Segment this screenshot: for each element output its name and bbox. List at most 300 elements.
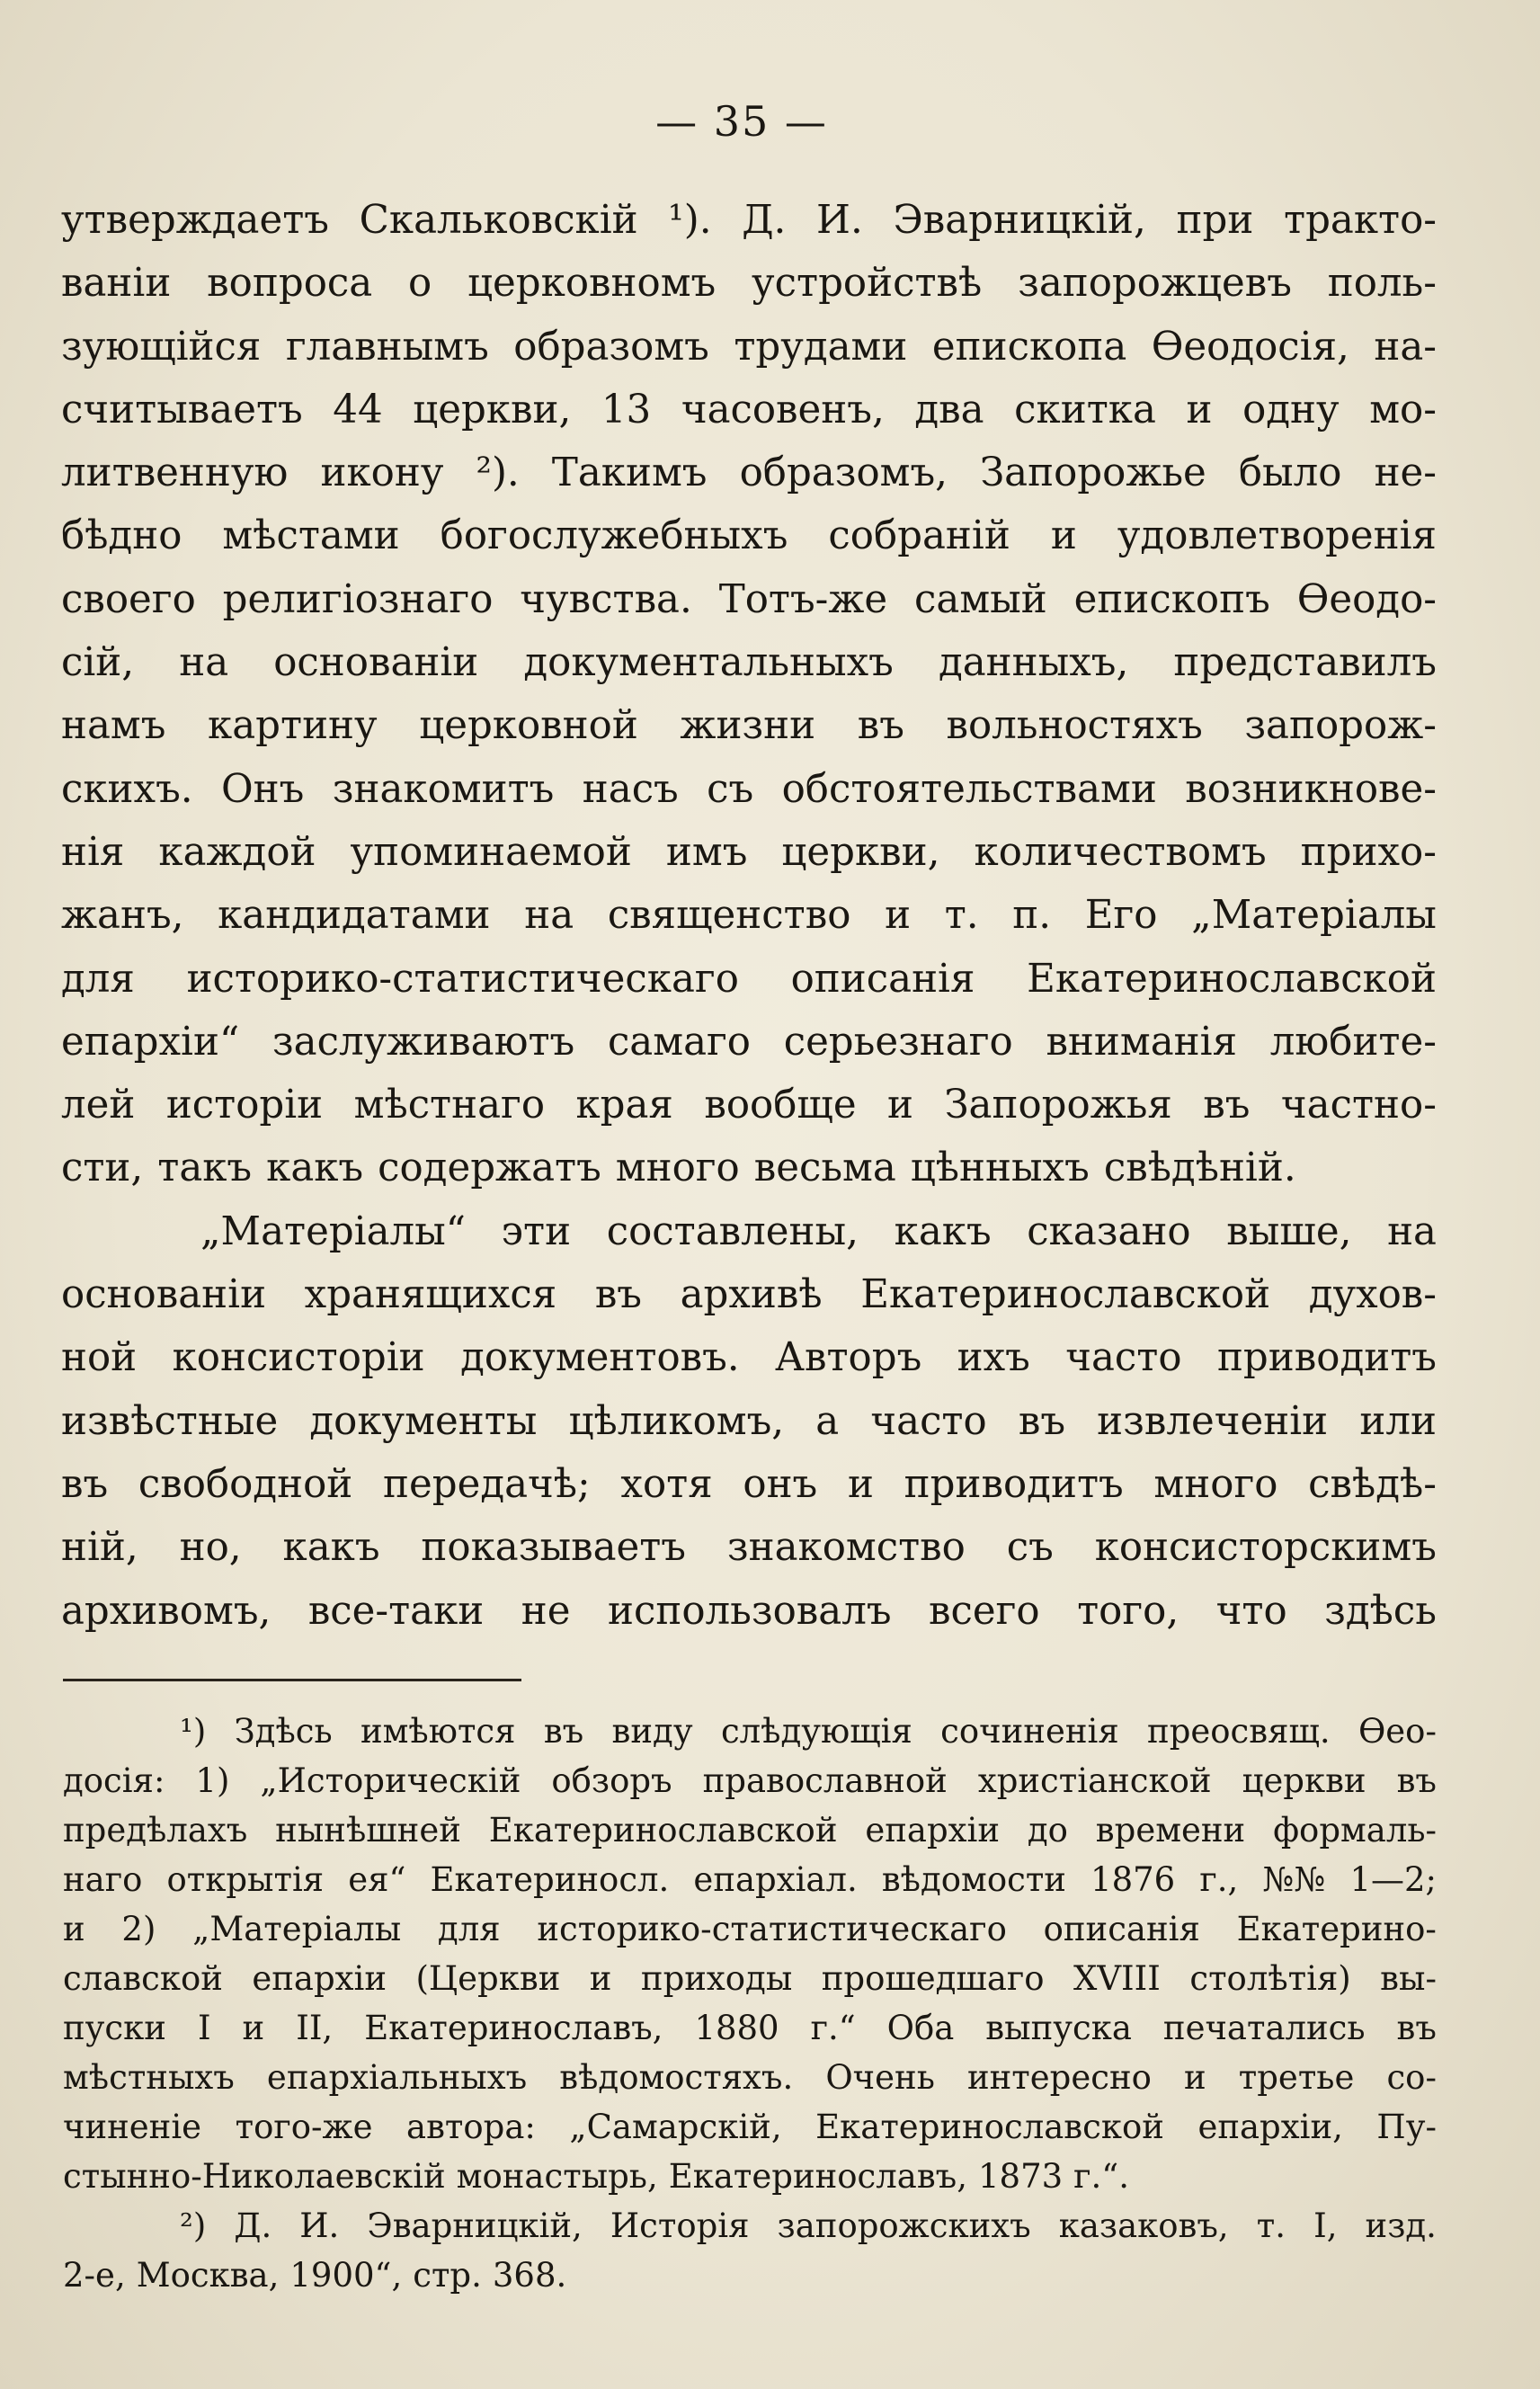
word: для <box>61 956 135 1002</box>
word: края <box>575 1083 673 1128</box>
word: было <box>1238 450 1342 496</box>
footnote-line <box>63 2003 1437 2053</box>
word: №№ <box>1262 1860 1326 1899</box>
word: любите- <box>1269 1019 1437 1065</box>
word: извѣстные <box>61 1398 279 1444</box>
word: Ѳео- <box>1358 1712 1437 1751</box>
word: 368. <box>492 2256 567 2295</box>
text-line <box>61 316 1437 379</box>
word: т. <box>944 893 979 939</box>
word: наго <box>63 1860 143 1899</box>
word: цѣнныхъ <box>910 1145 1090 1191</box>
word: г.“. <box>1073 2157 1129 2196</box>
word: трудами <box>734 324 908 370</box>
word: приводитъ <box>904 1461 1124 1507</box>
word: Эварницкій, <box>893 198 1146 243</box>
word: количествомъ <box>974 829 1267 875</box>
word: исторіи <box>165 1083 324 1128</box>
word: „Матеріалы <box>1191 893 1437 939</box>
word: что <box>1215 1588 1287 1634</box>
word: а <box>815 1398 840 1444</box>
text-line <box>61 504 1437 567</box>
word: свѣдѣ- <box>1308 1461 1437 1507</box>
word: на <box>179 640 229 686</box>
word: архивомъ, <box>61 1588 272 1634</box>
text-line <box>61 1580 1437 1643</box>
word: Екатеринославъ, <box>668 2157 967 2196</box>
word: въ <box>61 1461 109 1507</box>
word: и <box>1186 387 1213 432</box>
footnote-line <box>63 2201 1437 2251</box>
word: Запорожья <box>944 1083 1172 1128</box>
word: автора: <box>406 2108 536 2146</box>
word: сти, <box>61 1145 144 1191</box>
word: ²). <box>476 450 520 496</box>
word: въ <box>1396 2009 1437 2047</box>
word: виду <box>611 1712 693 1751</box>
word: мѣстнаго <box>353 1083 546 1128</box>
text-line <box>61 631 1437 694</box>
word: 44 <box>333 387 383 432</box>
word: онъ <box>743 1461 818 1507</box>
word: Здѣсь <box>234 1712 333 1751</box>
footnote-line <box>63 1756 1437 1805</box>
word: И. <box>299 2206 340 2245</box>
word: описанія <box>790 956 975 1002</box>
word: собраній <box>828 513 1010 559</box>
word: одну <box>1242 387 1340 432</box>
word: 1) <box>195 1761 230 1800</box>
word: консисторіи <box>172 1335 425 1381</box>
word: часто <box>870 1398 987 1444</box>
word: I, <box>1313 2206 1338 2245</box>
word: Ѳеодо- <box>1296 576 1437 622</box>
footnote-line <box>63 2152 1437 2201</box>
word: запорожцевъ <box>1018 261 1292 307</box>
word: знакомитъ <box>332 766 555 812</box>
word: и <box>1184 2058 1206 2097</box>
word: на <box>1387 1208 1437 1254</box>
word: вы- <box>1380 1959 1437 1998</box>
word: приходы <box>640 1959 793 1998</box>
word: Исторія <box>610 2206 750 2245</box>
word: на <box>524 893 574 939</box>
word: и <box>885 893 912 939</box>
page-number: — 35 — <box>655 97 828 146</box>
word: тракто- <box>1284 198 1437 243</box>
word: I <box>197 2009 211 2047</box>
word: данныхъ, <box>938 640 1129 686</box>
word: печатались <box>1162 2009 1366 2047</box>
footnote-divider <box>63 1679 521 1681</box>
word: не <box>521 1588 571 1634</box>
word: какъ <box>282 1525 380 1571</box>
word: досія: <box>63 1761 165 1800</box>
word: епархіи, <box>1197 2108 1343 2146</box>
footnote-line <box>63 2251 1437 2300</box>
word: Эварницкій, <box>367 2206 583 2245</box>
word: вольностяхъ <box>946 703 1203 749</box>
word: самый <box>914 576 1047 622</box>
word: хотя <box>620 1461 713 1507</box>
word: Екатеринославской <box>815 2108 1164 2146</box>
word: епископа <box>931 324 1127 370</box>
word: того, <box>1077 1588 1179 1634</box>
word: частно- <box>1280 1083 1437 1128</box>
word: запорожскихъ <box>777 2206 1031 2245</box>
text-line <box>61 1326 1437 1389</box>
word: историко-статистическаго <box>186 956 739 1002</box>
word: со- <box>1386 2058 1437 2097</box>
word: и <box>63 1910 85 1948</box>
word: обстоятельствами <box>781 766 1157 812</box>
word: серьезнаго <box>783 1019 1013 1065</box>
word: ея“ <box>348 1860 406 1899</box>
word: выпуска <box>985 2009 1132 2047</box>
word: мо- <box>1369 387 1437 432</box>
word: 1880 <box>694 2009 779 2047</box>
word: часто <box>1065 1335 1182 1381</box>
word: Екатеринославской <box>1027 956 1437 1002</box>
word: часовенъ, <box>681 387 885 432</box>
word: представилъ <box>1173 640 1437 686</box>
word: въ <box>1396 1761 1437 1800</box>
word: о <box>408 261 432 307</box>
word: чиненіе <box>63 2108 202 2146</box>
word: XVIII <box>1073 1959 1161 1998</box>
word: церкви, <box>781 829 940 875</box>
word: того-же <box>235 2108 373 2146</box>
word: знакомство <box>726 1525 966 1571</box>
word: Авторъ <box>775 1335 922 1381</box>
word: Екатерино- <box>1236 1910 1437 1948</box>
word: зующійся <box>61 324 262 370</box>
word: ¹). <box>668 198 712 243</box>
word: и <box>1050 513 1077 559</box>
word: эти <box>501 1208 572 1254</box>
word: II, <box>296 2009 334 2047</box>
word: намъ <box>61 703 166 749</box>
word: удовлетворенія <box>1117 513 1437 559</box>
word: нія <box>61 829 125 875</box>
text-line <box>61 441 1437 504</box>
word: Екатериносл. <box>430 1860 670 1899</box>
word: для <box>437 1910 501 1948</box>
word: утверждаетъ <box>61 198 329 243</box>
word: вѣдомости <box>881 1860 1066 1899</box>
word: Такимъ <box>551 450 708 496</box>
word: хранящихся <box>304 1272 557 1318</box>
word: ной <box>61 1335 138 1381</box>
word: прошедшаго <box>821 1959 1045 1998</box>
word: передачѣ; <box>383 1461 591 1507</box>
word: консисторскимъ <box>1094 1525 1437 1571</box>
word: Екатеринославъ, <box>364 2009 663 2047</box>
word: на- <box>1374 324 1437 370</box>
word: 2-е, <box>63 2256 126 2295</box>
text-line <box>61 252 1437 315</box>
word: образомъ <box>513 324 709 370</box>
word: образомъ, <box>739 450 948 496</box>
word: вопроса <box>207 261 373 307</box>
text-line <box>61 758 1437 821</box>
word: г., <box>1199 1860 1239 1899</box>
word: церковной <box>419 703 638 749</box>
word: (Церкви <box>415 1959 561 1998</box>
text-line <box>61 1074 1437 1137</box>
word: считываетъ <box>61 387 303 432</box>
word: православной <box>702 1761 948 1800</box>
word: стынно-Николаевскій <box>63 2157 446 2196</box>
word: Екатеринославской <box>488 1811 838 1850</box>
word: приводитъ <box>1216 1335 1437 1381</box>
word: какъ <box>894 1208 992 1254</box>
text-line <box>61 948 1437 1011</box>
word: насъ <box>582 766 679 812</box>
footnote-line <box>63 1707 1437 1756</box>
word: слѣдующія <box>720 1712 912 1751</box>
word: г.“ <box>810 2009 856 2047</box>
word: основаніи <box>273 640 479 686</box>
word: не- <box>1374 450 1437 496</box>
word: заслуживаютъ <box>272 1019 575 1065</box>
word: ¹) <box>180 1712 207 1751</box>
word: церкви, <box>413 387 572 432</box>
main-text <box>61 189 1437 1643</box>
word: использовалъ <box>608 1588 892 1634</box>
word: ихъ <box>957 1335 1030 1381</box>
word: устройствѣ <box>752 261 983 307</box>
word: выше, <box>1226 1208 1352 1254</box>
word: третье <box>1238 2058 1355 2097</box>
word: своего <box>61 576 196 622</box>
word: церковномъ <box>467 261 717 307</box>
word: епархіальныхъ <box>266 2058 528 2097</box>
word: ваніи <box>61 261 172 307</box>
footnotes <box>63 1707 1437 2300</box>
text-line <box>61 821 1437 884</box>
word: ²) <box>180 2206 207 2245</box>
word: все-таки <box>307 1588 485 1634</box>
word: поль- <box>1327 261 1437 307</box>
word: лей <box>61 1083 136 1128</box>
word: содержатъ <box>378 1145 601 1191</box>
word: каждой <box>158 829 316 875</box>
word: архивѣ <box>680 1272 823 1318</box>
word: т. <box>1256 2206 1286 2245</box>
word: стр. <box>413 2256 482 2295</box>
word: религіознаго <box>222 576 494 622</box>
word: описанія <box>1043 1910 1200 1948</box>
word: Оба <box>886 2009 955 2047</box>
word: вниманія <box>1046 1019 1238 1065</box>
word: жанъ, <box>61 893 184 939</box>
word: сочиненія <box>940 1712 1119 1751</box>
word: главнымъ <box>285 324 489 370</box>
word: пуски <box>63 2009 166 2047</box>
word: Запорожье <box>980 450 1206 496</box>
word: изд. <box>1365 2206 1437 2245</box>
word: Екатеринославской <box>860 1272 1271 1318</box>
word: 1873 <box>977 2157 1064 2196</box>
word: Москва, <box>136 2256 280 2295</box>
word: духов- <box>1308 1272 1437 1318</box>
word: составлены, <box>606 1208 859 1254</box>
footnote-line <box>63 1855 1437 1904</box>
word: сій, <box>61 640 135 686</box>
word: Пу- <box>1376 2108 1437 2146</box>
text-line <box>61 1200 1437 1263</box>
word: литвенную <box>61 450 289 496</box>
text-line <box>61 379 1437 441</box>
word: до <box>1027 1811 1068 1850</box>
text-line <box>61 189 1437 252</box>
word: епархіал. <box>693 1860 858 1899</box>
text-line <box>61 1516 1437 1579</box>
word: много <box>615 1145 740 1191</box>
word: Тотъ-же <box>718 576 888 622</box>
word: предѣлахъ <box>63 1811 248 1850</box>
word: и <box>887 1083 914 1128</box>
word: въ <box>857 703 904 749</box>
word: цѣликомъ, <box>568 1398 785 1444</box>
word: извлеченіи <box>1097 1398 1329 1444</box>
word: съ <box>1006 1525 1054 1571</box>
word: мѣстами <box>222 513 400 559</box>
word: богослужебныхъ <box>440 513 788 559</box>
word: свѣдѣній. <box>1103 1145 1296 1191</box>
footnote-line <box>63 2053 1437 2102</box>
text-line <box>61 694 1437 757</box>
word: преосвящ. <box>1147 1712 1331 1751</box>
word: показываетъ <box>421 1525 686 1571</box>
word: Очень <box>825 2058 935 2097</box>
word: бѣдно <box>61 513 182 559</box>
word: Д. <box>234 2206 272 2245</box>
word: 1—2; <box>1349 1860 1437 1899</box>
word: открытія <box>166 1860 325 1899</box>
text-line <box>61 1011 1437 1074</box>
word: основаніи <box>61 1272 267 1318</box>
word: „Самарскій, <box>569 2108 782 2146</box>
word: п. <box>1012 893 1052 939</box>
word: въ <box>543 1712 584 1751</box>
word: два <box>914 387 984 432</box>
word: Его <box>1084 893 1158 939</box>
word: но, <box>179 1525 242 1571</box>
word: скитка <box>1014 387 1156 432</box>
word: И. <box>816 198 863 243</box>
word: при <box>1176 198 1254 243</box>
word: Онъ <box>221 766 305 812</box>
word: какъ <box>266 1145 364 1191</box>
word: вѣдомостяхъ. <box>559 2058 794 2097</box>
word: интересно <box>966 2058 1152 2097</box>
word: кандидатами <box>218 893 491 939</box>
word: икону <box>320 450 444 496</box>
word: историко-статистическаго <box>537 1910 1007 1948</box>
word: священство <box>607 893 851 939</box>
word: документовъ. <box>460 1335 740 1381</box>
text-line <box>61 1453 1437 1516</box>
word: документы <box>309 1398 538 1444</box>
text-line <box>61 884 1437 947</box>
word: всего <box>929 1588 1040 1634</box>
word: картину <box>208 703 378 749</box>
word: обзоръ <box>551 1761 672 1800</box>
footnote-line <box>63 1904 1437 1954</box>
word: нынѣшней <box>275 1811 461 1850</box>
word: епархіи <box>865 1811 1001 1850</box>
word: 1900“, <box>289 2256 403 2295</box>
word: 13 <box>601 387 652 432</box>
text-line <box>61 568 1437 631</box>
word: и <box>847 1461 874 1507</box>
word: прихо- <box>1300 829 1437 875</box>
word: или <box>1359 1398 1437 1444</box>
text-line <box>61 1390 1437 1453</box>
word: такъ <box>157 1145 253 1191</box>
word: въ <box>1203 1083 1251 1128</box>
word: запорож- <box>1244 703 1437 749</box>
text-line <box>61 1263 1437 1326</box>
word: 1876 <box>1090 1860 1176 1899</box>
word: и <box>589 1959 612 1998</box>
word: скихъ. <box>61 766 193 812</box>
word: „Матеріалы“ <box>200 1208 467 1254</box>
word: мѣстныхъ <box>63 2058 235 2097</box>
word: церкви <box>1242 1761 1366 1800</box>
word: весьма <box>753 1145 896 1191</box>
word: въ <box>1018 1398 1066 1444</box>
word: „Историческій <box>260 1761 521 1800</box>
word: епархіи“ <box>61 1019 240 1065</box>
word: возникнове- <box>1185 766 1437 812</box>
word: епархіи <box>252 1959 387 1998</box>
word: монастырь, <box>456 2157 658 2196</box>
word: христіанской <box>977 1761 1212 1800</box>
footnote-line <box>63 2102 1437 2152</box>
word: времени <box>1095 1811 1246 1850</box>
word: 2) <box>121 1910 156 1948</box>
word: Д. <box>742 198 787 243</box>
word: съ <box>707 766 754 812</box>
word: много <box>1153 1461 1278 1507</box>
word: самаго <box>607 1019 751 1065</box>
word: свободной <box>138 1461 353 1507</box>
word: казаковъ, <box>1058 2206 1229 2245</box>
word: имѣются <box>360 1712 516 1751</box>
word: епископъ <box>1073 576 1270 622</box>
word: „Матеріалы <box>192 1910 402 1948</box>
word: и <box>242 2009 265 2047</box>
word: упоминаемой <box>350 829 632 875</box>
word: чувства. <box>520 576 692 622</box>
word: столѣтія) <box>1189 1959 1351 1998</box>
word: вообще <box>704 1083 857 1128</box>
word: сказано <box>1027 1208 1191 1254</box>
word: ній, <box>61 1525 138 1571</box>
word: славской <box>63 1959 223 1998</box>
word: формаль- <box>1273 1811 1437 1850</box>
word: Скальковскій <box>359 198 638 243</box>
word: здѣсь <box>1324 1588 1437 1634</box>
word: жизни <box>680 703 816 749</box>
word: имъ <box>665 829 748 875</box>
text-line <box>61 1137 1437 1199</box>
footnote-line <box>63 1954 1437 2003</box>
word: въ <box>594 1272 642 1318</box>
